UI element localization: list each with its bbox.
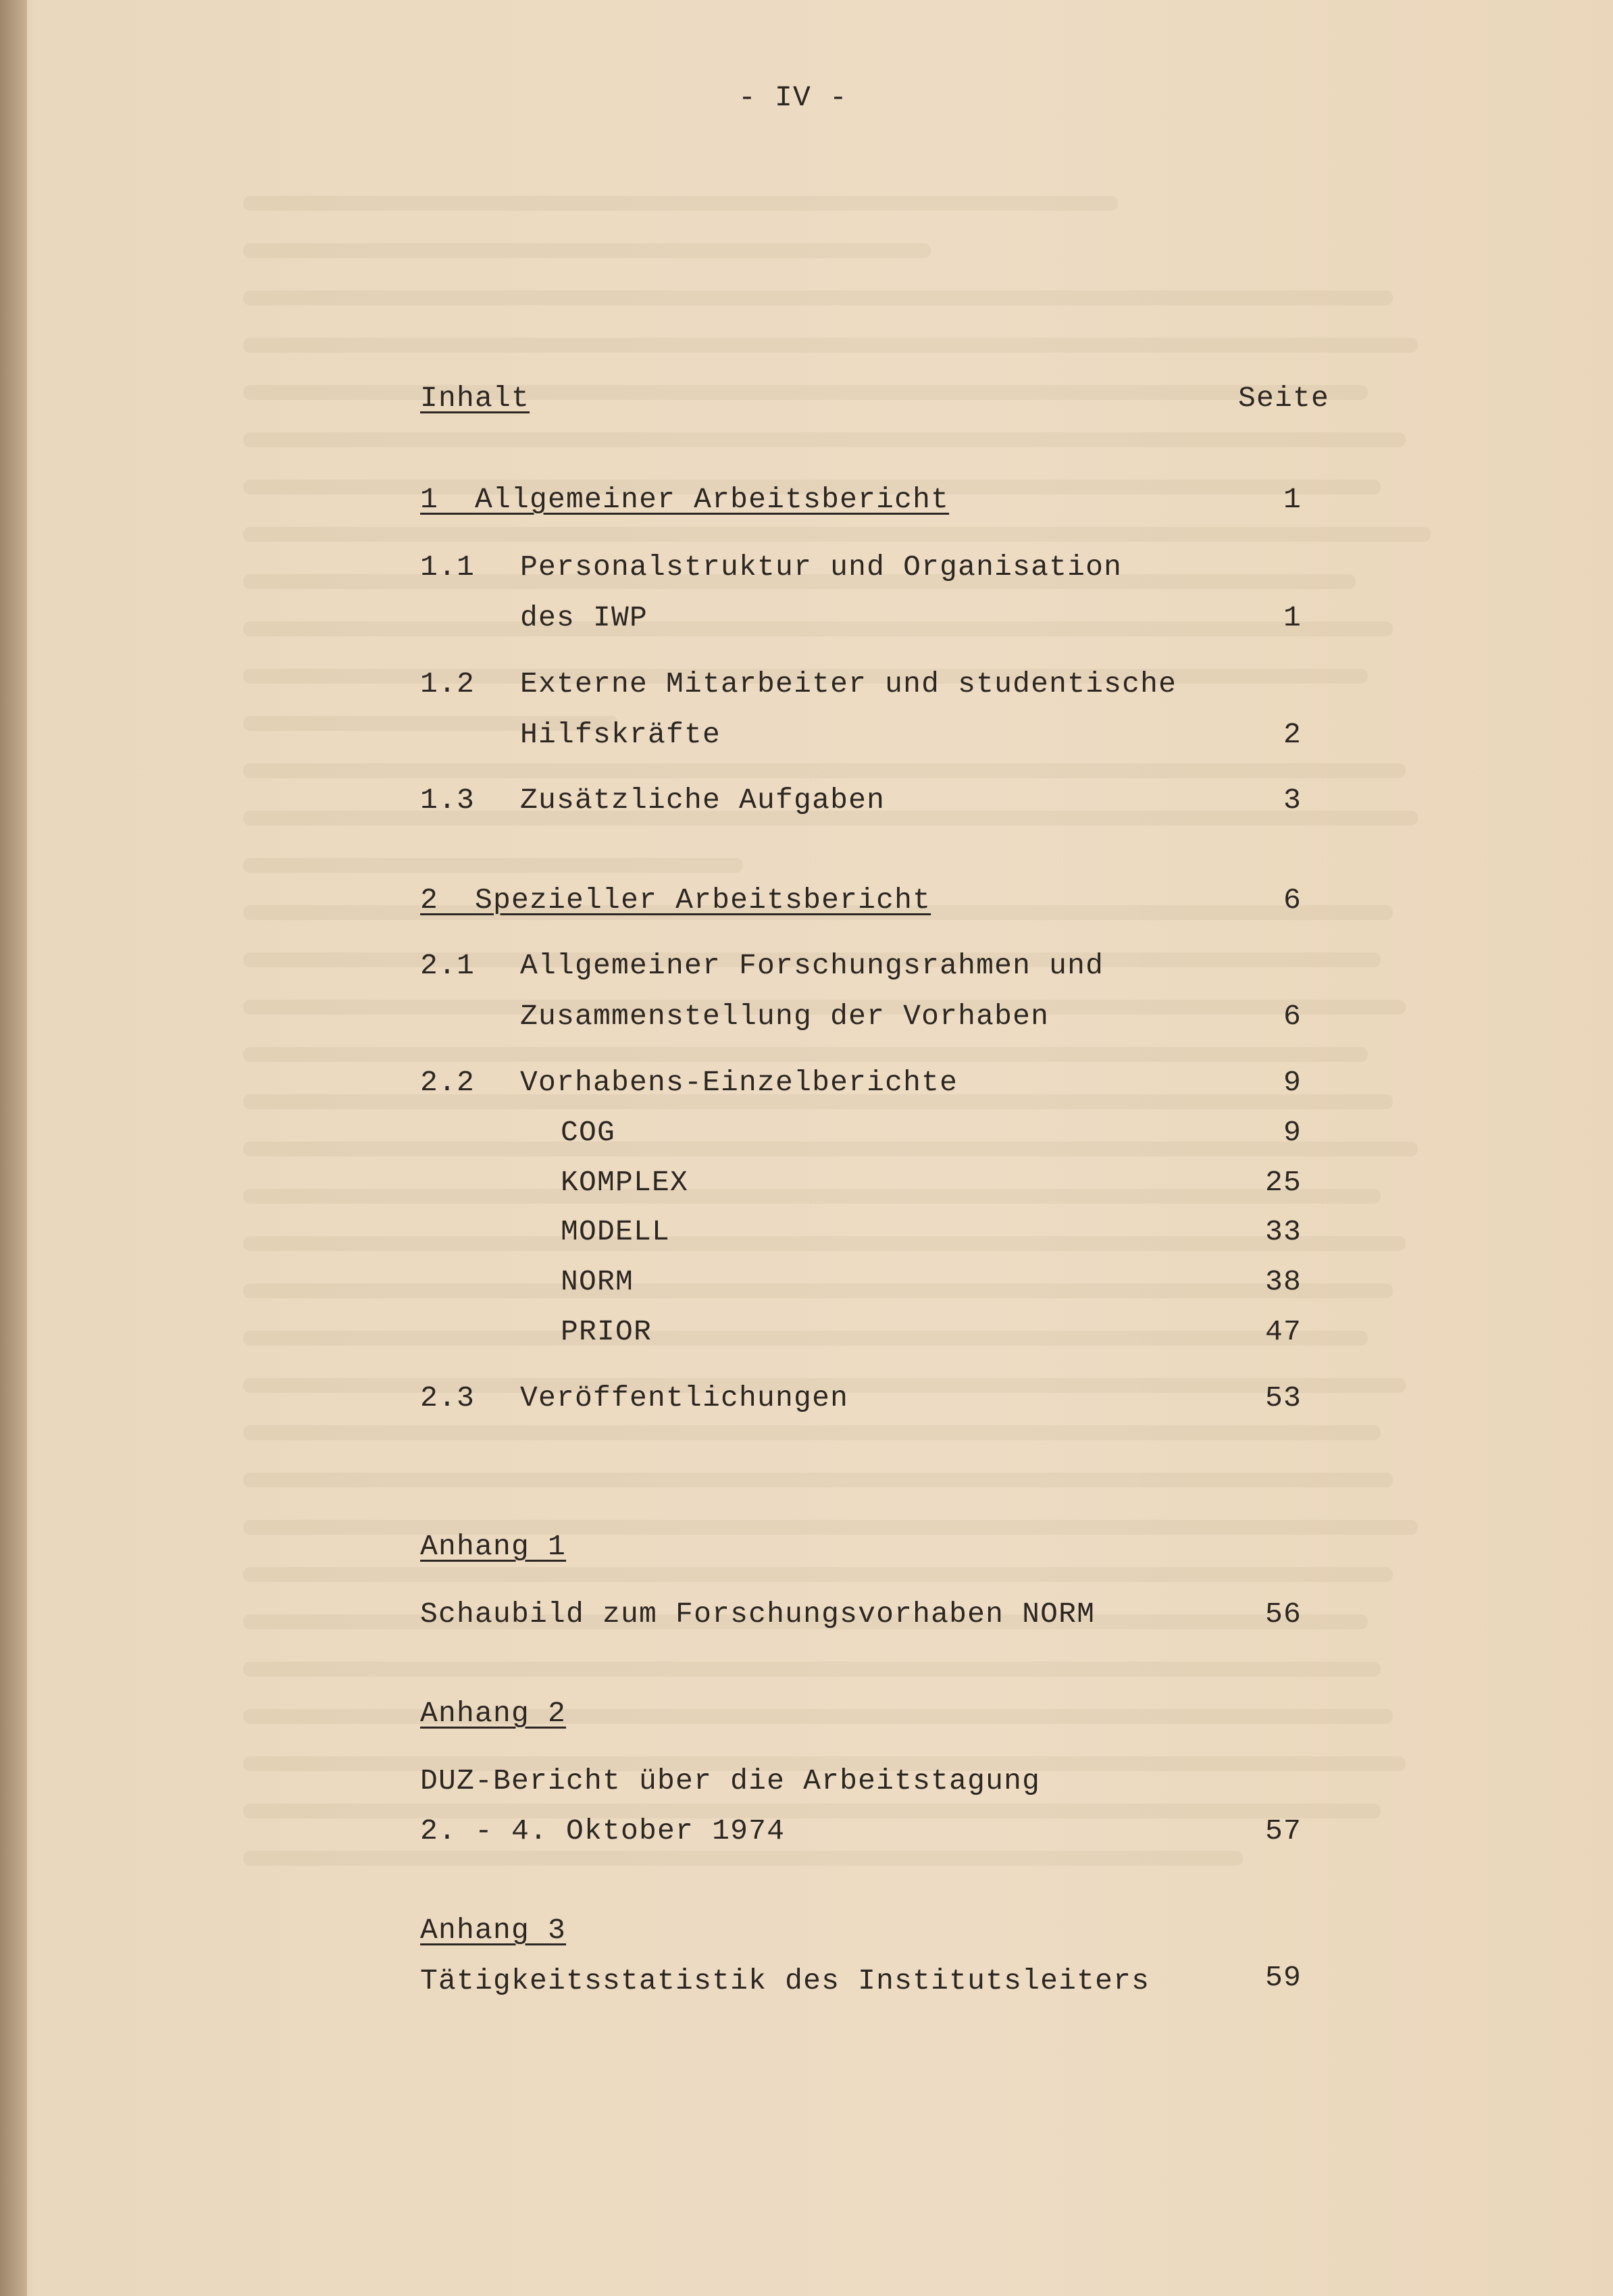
toc-subentry-komplex-page: 25 (1264, 1166, 1302, 1199)
toc-subentry-prior-page: 47 (1264, 1315, 1302, 1348)
toc-entry-1-1-title: Personalstruktur und Organisation (520, 551, 1123, 584)
appendix-2-title: DUZ-Bericht über die Arbeitstagung (420, 1764, 1041, 1797)
toc-entry-2-page: 6 (1283, 884, 1302, 917)
appendix-1-title: Schaubild zum Forschungsvorhaben NORM (420, 1598, 1096, 1631)
toc-entry-2-2-page: 9 (1283, 1066, 1302, 1099)
toc-entry-2-2-number: 2.2 (420, 1066, 476, 1099)
page-column-heading: Seite (1238, 382, 1330, 415)
toc-entry-1-1-title-cont: des IWP (520, 601, 648, 634)
toc-entry-1-2-number: 1.2 (420, 667, 476, 700)
toc-entry-2-2-title: Vorhabens-Einzelberichte (520, 1066, 958, 1099)
toc-subentry-cog: COG (561, 1116, 616, 1149)
toc-entry-2-title: 2 Spezieller Arbeitsbericht (420, 884, 931, 917)
appendix-2-title-cont: 2. - 4. Oktober 1974 (420, 1814, 786, 1847)
page-number: - IV - (738, 81, 848, 114)
toc-entry-1-page: 1 (1283, 483, 1302, 516)
toc-entry-1-title: 1 Allgemeiner Arbeitsbericht (420, 483, 950, 516)
appendix-3-heading: Anhang 3 (420, 1914, 567, 1947)
toc-entry-1-2-title-cont: Hilfskräfte (520, 718, 721, 751)
toc-entry-1-2-page: 2 (1283, 718, 1302, 751)
appendix-3-page: 59 (1264, 1961, 1302, 1994)
toc-subentry-modell-page: 33 (1264, 1215, 1302, 1248)
toc-entry-1-2-title: Externe Mitarbeiter und studentische (520, 667, 1177, 700)
toc-subentry-prior: PRIOR (561, 1315, 652, 1348)
toc-entry-1-1-number: 1.1 (420, 551, 476, 584)
toc-entry-2-3-number: 2.3 (420, 1381, 476, 1414)
appendix-1-page: 56 (1264, 1598, 1302, 1631)
toc-entry-2-1-title: Allgemeiner Forschungsrahmen und (520, 949, 1104, 982)
toc-subentry-komplex: KOMPLEX (561, 1166, 689, 1199)
appendix-2-heading: Anhang 2 (420, 1697, 567, 1730)
bleed-through-text (243, 196, 1493, 1912)
contents-heading: Inhalt (420, 382, 530, 415)
toc-entry-2-3-page: 53 (1264, 1381, 1302, 1414)
toc-entry-1-1-page: 1 (1283, 601, 1302, 634)
toc-entry-2-1-page: 6 (1283, 1000, 1302, 1033)
toc-entry-1-3-number: 1.3 (420, 784, 476, 817)
appendix-2-page: 57 (1264, 1814, 1302, 1847)
appendix-3-title: Tätigkeitsstatistik des Institutsleiters (420, 1964, 1150, 1997)
toc-subentry-norm-page: 38 (1264, 1265, 1302, 1298)
toc-subentry-norm: NORM (561, 1265, 634, 1298)
toc-entry-2-1-number: 2.1 (420, 949, 476, 982)
toc-entry-2-1-title-cont: Zusammenstellung der Vorhaben (520, 1000, 1050, 1033)
toc-entry-1-3-page: 3 (1283, 784, 1302, 817)
toc-subentry-cog-page: 9 (1283, 1116, 1302, 1149)
toc-subentry-modell: MODELL (561, 1215, 671, 1248)
binding-edge (0, 0, 27, 2296)
toc-entry-1-3-title: Zusätzliche Aufgaben (520, 784, 886, 817)
toc-entry-2-3-title: Veröffentlichungen (520, 1381, 849, 1414)
appendix-1-heading: Anhang 1 (420, 1530, 567, 1563)
